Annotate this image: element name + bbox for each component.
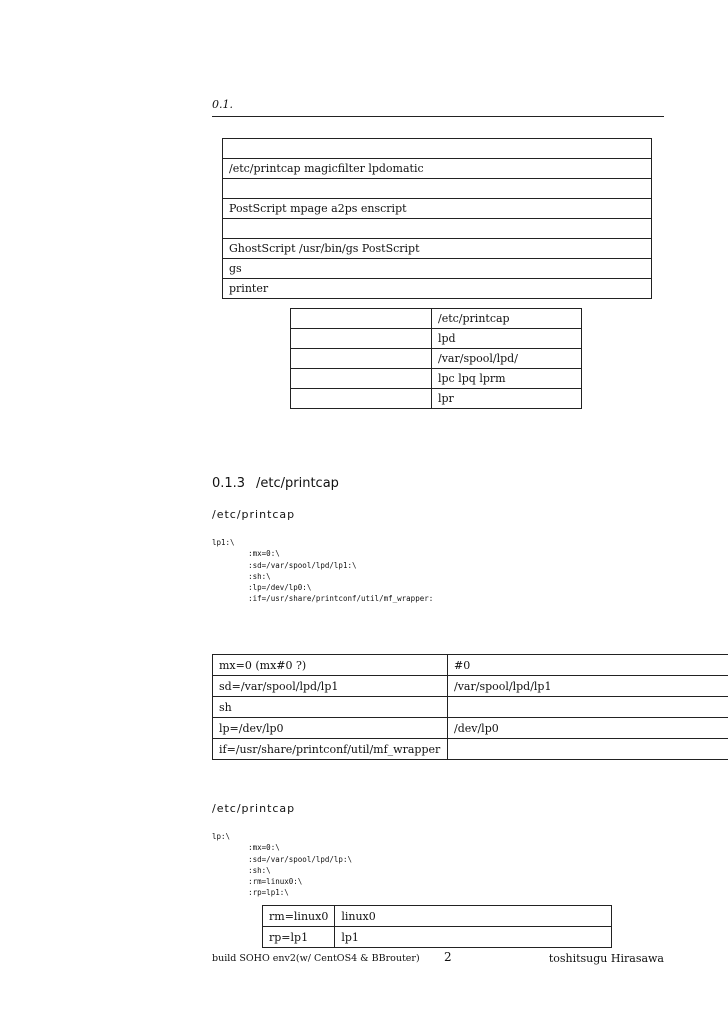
box-row	[223, 159, 652, 179]
box-row	[223, 279, 652, 299]
box-cell	[223, 219, 652, 239]
box-cell	[223, 179, 652, 199]
table-row	[213, 655, 728, 676]
table-row	[263, 927, 612, 948]
table-row	[213, 718, 728, 739]
footer-page-number: 2	[444, 950, 452, 964]
remote-options-table	[262, 905, 612, 948]
table-row	[291, 369, 582, 389]
table-cell-description	[448, 739, 728, 760]
table-cell-description: /var/spool/lpd/lp1	[448, 676, 728, 697]
table-row	[291, 309, 582, 329]
table-cell-value: lpr	[432, 389, 582, 409]
table-row	[213, 697, 728, 718]
lpd-files-table	[290, 308, 582, 409]
table-cell-label	[291, 349, 432, 369]
box-row	[223, 219, 652, 239]
table-cell-description: lp1	[335, 927, 612, 948]
table-row	[291, 389, 582, 409]
running-header	[212, 96, 664, 117]
box-row	[223, 199, 652, 219]
box-cell: PostScript mpage a2ps enscript	[223, 199, 652, 219]
table-row	[291, 349, 582, 369]
subsection-title: /etc/printcap	[256, 476, 339, 491]
box-row	[223, 139, 652, 159]
footer-document-title: build SOHO env2(w/ CentOS4 & BBrouter)	[212, 953, 420, 964]
box-cell	[223, 139, 652, 159]
table-cell-option: sh	[213, 697, 448, 718]
table-cell-option: mx=0 (mx#0 ?)	[213, 655, 448, 676]
table-cell-description	[448, 697, 728, 718]
box-cell: /etc/printcap magicfilter lpdomatic	[223, 159, 652, 179]
printcap-intro-text: /etc/printcap	[212, 508, 296, 521]
box-cell: GhostScript /usr/bin/gs PostScript	[223, 239, 652, 259]
table-cell-value: lpd	[432, 329, 582, 349]
table-cell-option: rp=lp1	[263, 927, 335, 948]
table-row	[263, 906, 612, 927]
page-footer	[212, 950, 664, 968]
footer-author: toshitsugu Hirasawa	[548, 952, 664, 965]
header-section-number: 0.1.	[212, 98, 233, 111]
table-cell-value: /var/spool/lpd/	[432, 349, 582, 369]
table-cell-label	[291, 369, 432, 389]
subsection-heading	[212, 476, 339, 491]
box-row	[223, 239, 652, 259]
table-row	[213, 676, 728, 697]
table-cell-description: linux0	[335, 906, 612, 927]
printcap-code-block: lp1:\ :mx=0:\ :sd=/var/spool/lpd/lp1:\ :sh:\ :lp=/dev/lp0:\ :if=/usr/share/printconf/util/mf_wrapper:	[212, 538, 434, 604]
table-cell-label	[291, 329, 432, 349]
box-cell: gs	[223, 259, 652, 279]
printcap-client-code-block: lp:\ :mx=0:\ :sd=/var/spool/lpd/lp:\ :sh:\ :rm=linux0:\ :rp=lp1:\	[212, 832, 352, 898]
table-row	[213, 739, 728, 760]
box-row	[223, 259, 652, 279]
table-cell-label	[291, 309, 432, 329]
box-cell: printer	[223, 279, 652, 299]
table-cell-value: lpc lpq lprm	[432, 369, 582, 389]
printcap-options-table	[212, 654, 728, 760]
printcap-client-intro-text: /etc/printcap	[212, 802, 296, 815]
table-cell-option: lp=/dev/lp0	[213, 718, 448, 739]
box-row	[223, 179, 652, 199]
table-cell-option: rm=linux0	[263, 906, 335, 927]
table-cell-option: sd=/var/spool/lpd/lp1	[213, 676, 448, 697]
table-row	[291, 329, 582, 349]
subsection-number: 0.1.3	[212, 476, 246, 491]
table-cell-description: #0	[448, 655, 728, 676]
table-cell-label	[291, 389, 432, 409]
printing-components-box	[222, 138, 652, 299]
table-cell-description: /dev/lp0	[448, 718, 728, 739]
table-cell-option: if=/usr/share/printconf/util/mf_wrapper	[213, 739, 448, 760]
table-cell-value: /etc/printcap	[432, 309, 582, 329]
